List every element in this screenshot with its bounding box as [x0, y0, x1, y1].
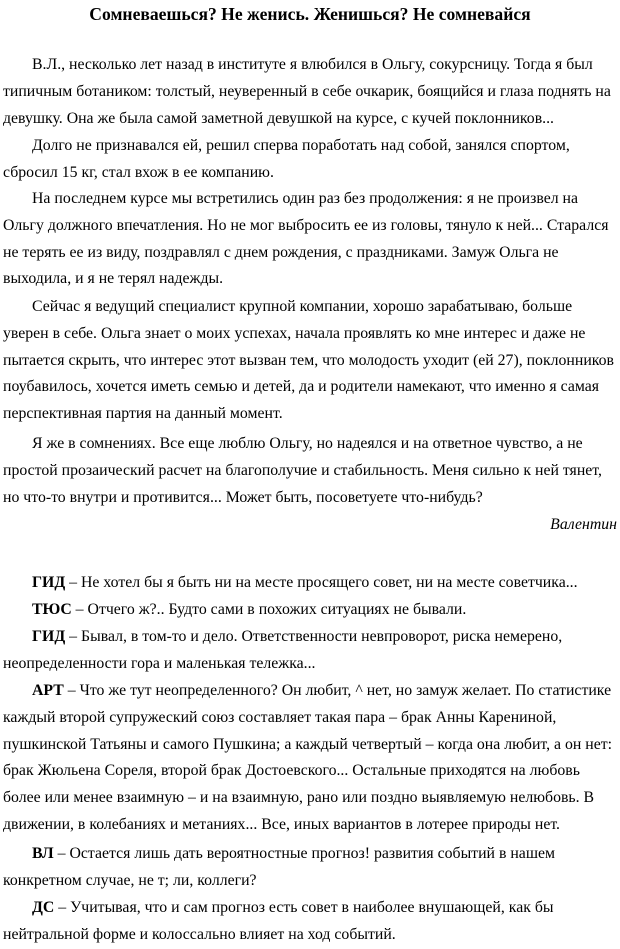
- article-title: Сомневаешься? Не женись. Женишься? Не сомневайся: [89, 4, 531, 24]
- speaker-name: ВЛ: [32, 845, 54, 862]
- dialogue-text: – Не хотел бы я быть ни на месте просящего совет, ни на месте советчика...: [65, 574, 578, 591]
- dialogue-text: – Остается лишь дать вероятностные прогноз! развития событий в нашем конкретном случае, не т; ли, коллеги?: [3, 845, 555, 889]
- speaker-name: ГИД: [32, 574, 66, 591]
- dialogue-text: – Учитывая, что и сам прогноз есть совет в наиболее внушающей, как бы нейтральной форме и колоссально влияет на ход событий.: [3, 899, 554, 943]
- dialogue-line: [3, 895, 617, 949]
- dialogue-line: [3, 570, 617, 597]
- letter-paragraph: На последнем курсе мы встретились один раз без продолжения: я не произвел на Ольгу должного впечатления. Но не мог выбросить ее из головы, тянуло к ней... Старался не терять ее из виду, поздравлял с днем рождения, с праздниками. Замуж Ольга не выходила, и я не терял надежды.: [3, 190, 609, 288]
- letter-paragraph: Сейчас я ведущий специалист крупной компании, хорошо зарабатываю, больше уверен в себе. Ольга знает о моих успехах, начала проявлять ко мне интерес и даже не пытается скрыть, что интерес этот вызван тем, что молодость уходит (ей 27), поклонников поубавилось, хочется иметь семью и детей, да и родители намекают, что именно я самая перспективная партия на данный момент.: [3, 298, 615, 423]
- letter-paragraph: В.Л., несколько лет назад в институте я влюбился в Ольгу, сокурсницу. Тогда я был типичным ботаником: толстый, неуверенный в себе очкарик, боящийся и глаза поднять на девушку. Она же была самой заметной девушкой на курсе, с кучей поклонников...: [3, 56, 611, 127]
- letter-paragraph: Долго не признавался ей, решил сперва поработать над собой, занялся спортом, сбросил 15 кг, стал вхож в ее компанию.: [3, 137, 570, 181]
- dialogue-line: [3, 841, 617, 895]
- dialogue-text: – Что же тут неопределенного? Он любит, ^ нет, но замуж желает. По статистике каждый второй супружеский союз составляет такая пара – брак Анны Карениной, пушкинской Татьяны и самого Пушкина; а каждый четвертый – когда она любит, а он нет: брак Жюльена Сореля, второй брак Достоевского... Остальные приходятся на любовь более или менее взаимную – и на взаимную, рано или поздно выявляемую нелюбовь. В движении, в колебаниях и метаниях... Все, иных вариантов в лотерее природы нет.: [3, 682, 613, 833]
- speaker-name: АРТ: [32, 682, 64, 699]
- dialogue-text: – Отчего ж?.. Будто сами в похожих ситуациях не бывали.: [71, 601, 467, 618]
- dialogue-line: [3, 597, 617, 624]
- speaker-name: ГИД: [32, 628, 66, 645]
- dialogue-line: [3, 624, 617, 678]
- dialogue-line: [3, 678, 617, 839]
- letter-paragraph: Я же в сомнениях. Все еще люблю Ольгу, но надеялся и на ответное чувство, а не простой прозаический расчет на благополучие и стабильность. Меня сильно к ней тянет, но что-то внутри и противится... Может быть, посоветуете что-нибудь?: [3, 435, 602, 506]
- speaker-name: ТЮС: [32, 601, 72, 618]
- letter-signature: Валентин: [550, 516, 617, 533]
- dialogue-text: – Бывал, в том-то и дело. Ответственности невпроворот, риска немерено, неопределенности гора и маленькая тележка...: [3, 628, 563, 672]
- speaker-name: ДС: [32, 899, 55, 916]
